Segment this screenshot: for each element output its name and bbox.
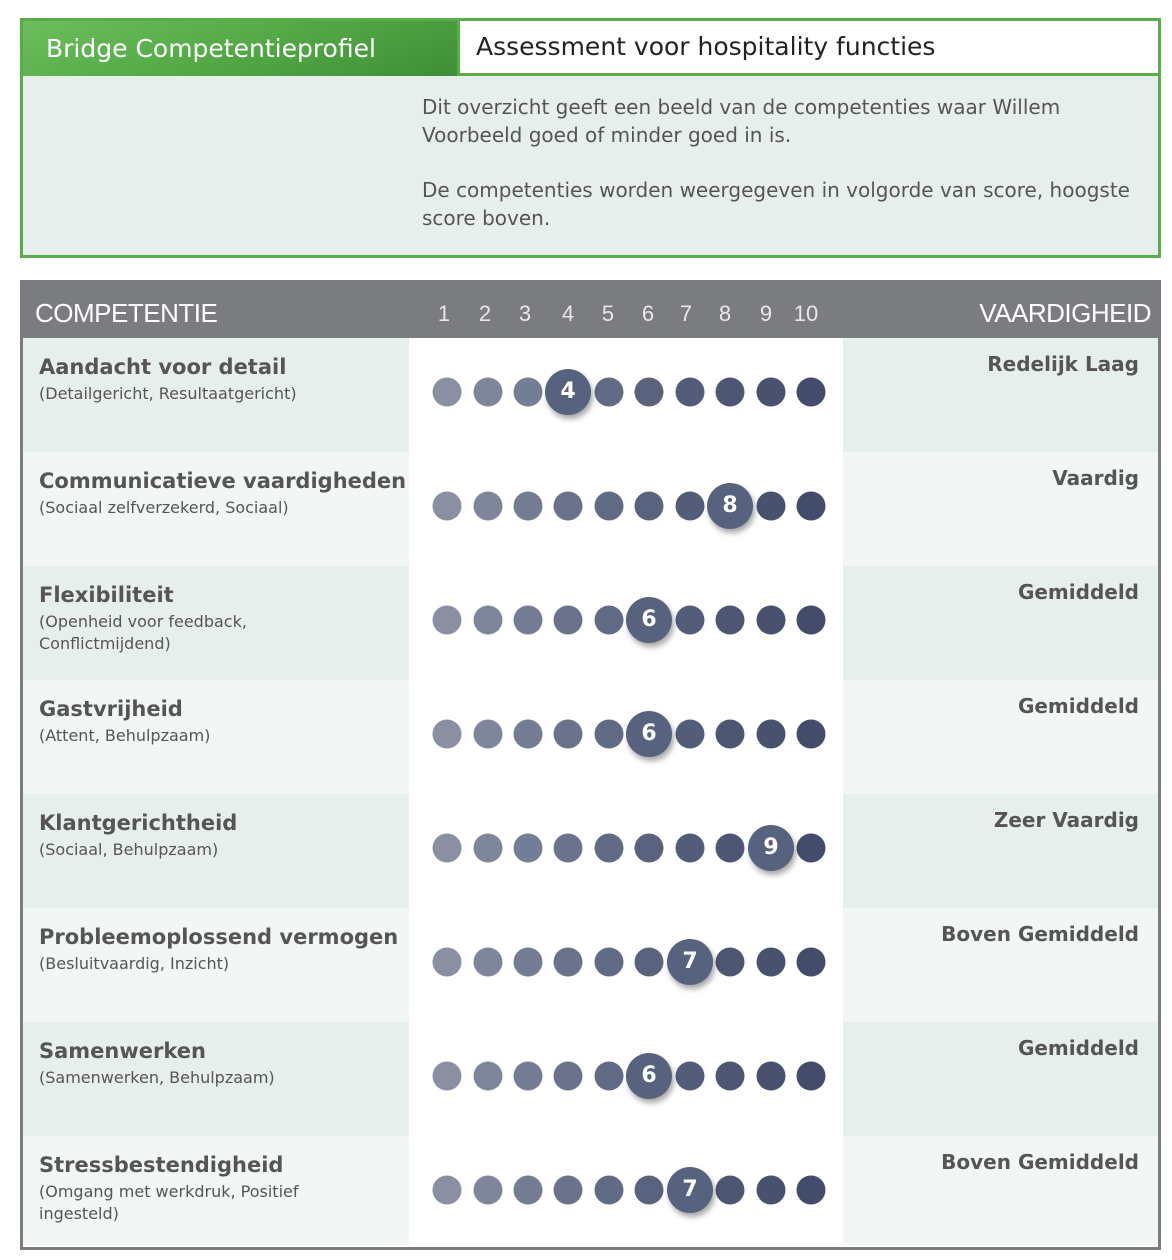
skill-cell (843, 794, 1158, 908)
score-dot (757, 1062, 786, 1091)
scale-label-2: 2 (478, 301, 492, 326)
score-dot (554, 834, 583, 863)
competence-row (23, 566, 1158, 680)
competence-row (23, 1136, 1158, 1245)
skill-level: Redelijk Laag (987, 352, 1139, 376)
skill-level: Gemiddeld (1017, 694, 1139, 718)
skill-cell (843, 1136, 1158, 1245)
score-dot (676, 378, 705, 407)
competence-cell (23, 566, 409, 680)
score-dot (676, 606, 705, 635)
score-dot (797, 948, 826, 977)
skill-cell (843, 908, 1158, 1022)
score-dot (797, 606, 826, 635)
score-dot (595, 834, 624, 863)
score-dot (716, 834, 745, 863)
score-dot (595, 378, 624, 407)
score-dot (797, 1062, 826, 1091)
table-header (20, 280, 1161, 338)
score-marker: 6 (626, 597, 672, 643)
competence-name: Communicatieve vaardigheden (39, 469, 407, 493)
competence-subtraits: (Openheid voor feedback, Conflictmijdend) (39, 612, 247, 653)
score-marker: 9 (748, 825, 794, 871)
score-dot (433, 378, 462, 407)
score-dot (757, 492, 786, 521)
scale-label-8: 8 (718, 301, 732, 326)
score-dot (514, 834, 543, 863)
skill-level: Boven Gemiddeld (941, 922, 1139, 946)
scale-label-6: 6 (641, 301, 655, 326)
skill-level: Boven Gemiddeld (941, 1150, 1139, 1174)
score-dot (474, 1062, 503, 1091)
column-header-skill: VAARDIGHEID (979, 298, 1151, 328)
profile-description (422, 93, 1157, 232)
competence-row (23, 1022, 1158, 1136)
competence-name: Samenwerken (39, 1039, 206, 1063)
score-dot (433, 606, 462, 635)
competence-cell (23, 452, 409, 566)
score-dot (554, 1062, 583, 1091)
description-paragraph-1: Dit overzicht geeft een beeld van de competenties waar Willem Voorbeeld goed of minder goed in is. (422, 95, 1061, 147)
score-dot (474, 834, 503, 863)
scale-label-1: 1 (437, 301, 451, 326)
score-dot (595, 492, 624, 521)
score-dot (757, 1176, 786, 1205)
score-dot (716, 606, 745, 635)
skill-cell (843, 566, 1158, 680)
score-dot (554, 720, 583, 749)
score-dot (635, 948, 664, 977)
skill-level: Vaardig (1052, 466, 1139, 490)
score-dot (757, 720, 786, 749)
score-dot (595, 1176, 624, 1205)
score-dot (635, 1176, 664, 1205)
score-dot (433, 720, 462, 749)
scale-label-9: 9 (759, 301, 773, 326)
competence-name: Stressbestendigheid (39, 1153, 284, 1177)
score-dot (433, 948, 462, 977)
competence-cell (23, 1136, 409, 1245)
assessment-title: Assessment voor hospitality functies (457, 21, 1158, 76)
score-dot (757, 606, 786, 635)
score-dot (554, 606, 583, 635)
score-dot (635, 834, 664, 863)
skill-level: Zeer Vaardig (993, 808, 1139, 832)
score-dot (433, 834, 462, 863)
score-dot (514, 606, 543, 635)
score-dot (474, 1176, 503, 1205)
competence-subtraits: (Besluitvaardig, Inzicht) (39, 954, 230, 973)
competence-table (20, 280, 1161, 1250)
column-header-competence: COMPETENTIE (35, 298, 218, 328)
competence-cell (23, 338, 409, 452)
competence-row (23, 338, 1158, 452)
competence-name: Gastvrijheid (39, 697, 183, 721)
skill-cell (843, 338, 1158, 452)
score-dot (595, 1062, 624, 1091)
competence-cell (23, 794, 409, 908)
scale-label-5: 5 (601, 301, 615, 326)
competence-row (23, 452, 1158, 566)
score-dot (595, 948, 624, 977)
score-dot (514, 1062, 543, 1091)
competence-subtraits: (Sociaal zelfverzekerd, Sociaal) (39, 498, 289, 517)
score-dot (797, 720, 826, 749)
score-dot (554, 492, 583, 521)
competence-subtraits: (Sociaal, Behulpzaam) (39, 840, 219, 859)
score-dot (757, 378, 786, 407)
score-dot (474, 948, 503, 977)
score-dot (514, 720, 543, 749)
profile-header (20, 18, 1161, 258)
skill-level: Gemiddeld (1017, 1036, 1139, 1060)
score-marker: 6 (626, 1053, 672, 1099)
score-dot (716, 1062, 745, 1091)
score-dot (635, 378, 664, 407)
score-dot (514, 1176, 543, 1205)
score-dot (676, 492, 705, 521)
skill-level: Gemiddeld (1017, 580, 1139, 604)
competence-name: Probleemoplossend vermogen (39, 925, 399, 949)
competence-subtraits: (Omgang met werkdruk, Positief ingesteld) (39, 1182, 299, 1223)
competence-cell (23, 680, 409, 794)
score-marker: 7 (667, 939, 713, 985)
score-dot (433, 1176, 462, 1205)
score-dot (474, 606, 503, 635)
skill-cell (843, 452, 1158, 566)
score-dot (797, 1176, 826, 1205)
score-marker: 7 (667, 1167, 713, 1213)
score-dot (716, 948, 745, 977)
scale-label-7: 7 (679, 301, 693, 326)
competence-name: Aandacht voor detail (39, 355, 287, 379)
competence-cell (23, 1022, 409, 1136)
profile-title: Bridge Competentieprofiel (23, 21, 457, 76)
score-dot (797, 378, 826, 407)
score-dot (595, 720, 624, 749)
competence-subtraits: (Attent, Behulpzaam) (39, 726, 211, 745)
score-dot (474, 720, 503, 749)
score-dot (676, 834, 705, 863)
competence-name: Flexibiliteit (39, 583, 174, 607)
score-dot (635, 492, 664, 521)
description-paragraph-2: De competenties worden weergegeven in volgorde van score, hoogste score boven. (422, 178, 1130, 230)
skill-cell (843, 1022, 1158, 1136)
scale-label-10: 10 (793, 301, 819, 326)
score-dot (474, 378, 503, 407)
score-dot (514, 948, 543, 977)
competence-row (23, 794, 1158, 908)
score-dot (514, 378, 543, 407)
scale-label-4: 4 (561, 301, 575, 326)
competence-row (23, 908, 1158, 1022)
score-dot (716, 720, 745, 749)
score-marker: 8 (707, 483, 753, 529)
score-dot (514, 492, 543, 521)
competence-subtraits: (Samenwerken, Behulpzaam) (39, 1068, 275, 1087)
competence-cell (23, 908, 409, 1022)
score-dot (433, 492, 462, 521)
competence-row (23, 680, 1158, 794)
score-dot (676, 1062, 705, 1091)
skill-cell (843, 680, 1158, 794)
score-dot (676, 720, 705, 749)
score-dot (595, 606, 624, 635)
score-dot (797, 834, 826, 863)
scale-label-3: 3 (518, 301, 532, 326)
competence-subtraits: (Detailgericht, Resultaatgericht) (39, 384, 297, 403)
score-dot (554, 1176, 583, 1205)
score-dot (433, 1062, 462, 1091)
score-marker: 4 (545, 369, 591, 415)
score-dot (554, 948, 583, 977)
score-dot (716, 1176, 745, 1205)
score-dot (716, 378, 745, 407)
competence-name: Klantgerichtheid (39, 811, 238, 835)
score-dot (757, 948, 786, 977)
score-dot (797, 492, 826, 521)
score-marker: 6 (626, 711, 672, 757)
score-dot (474, 492, 503, 521)
